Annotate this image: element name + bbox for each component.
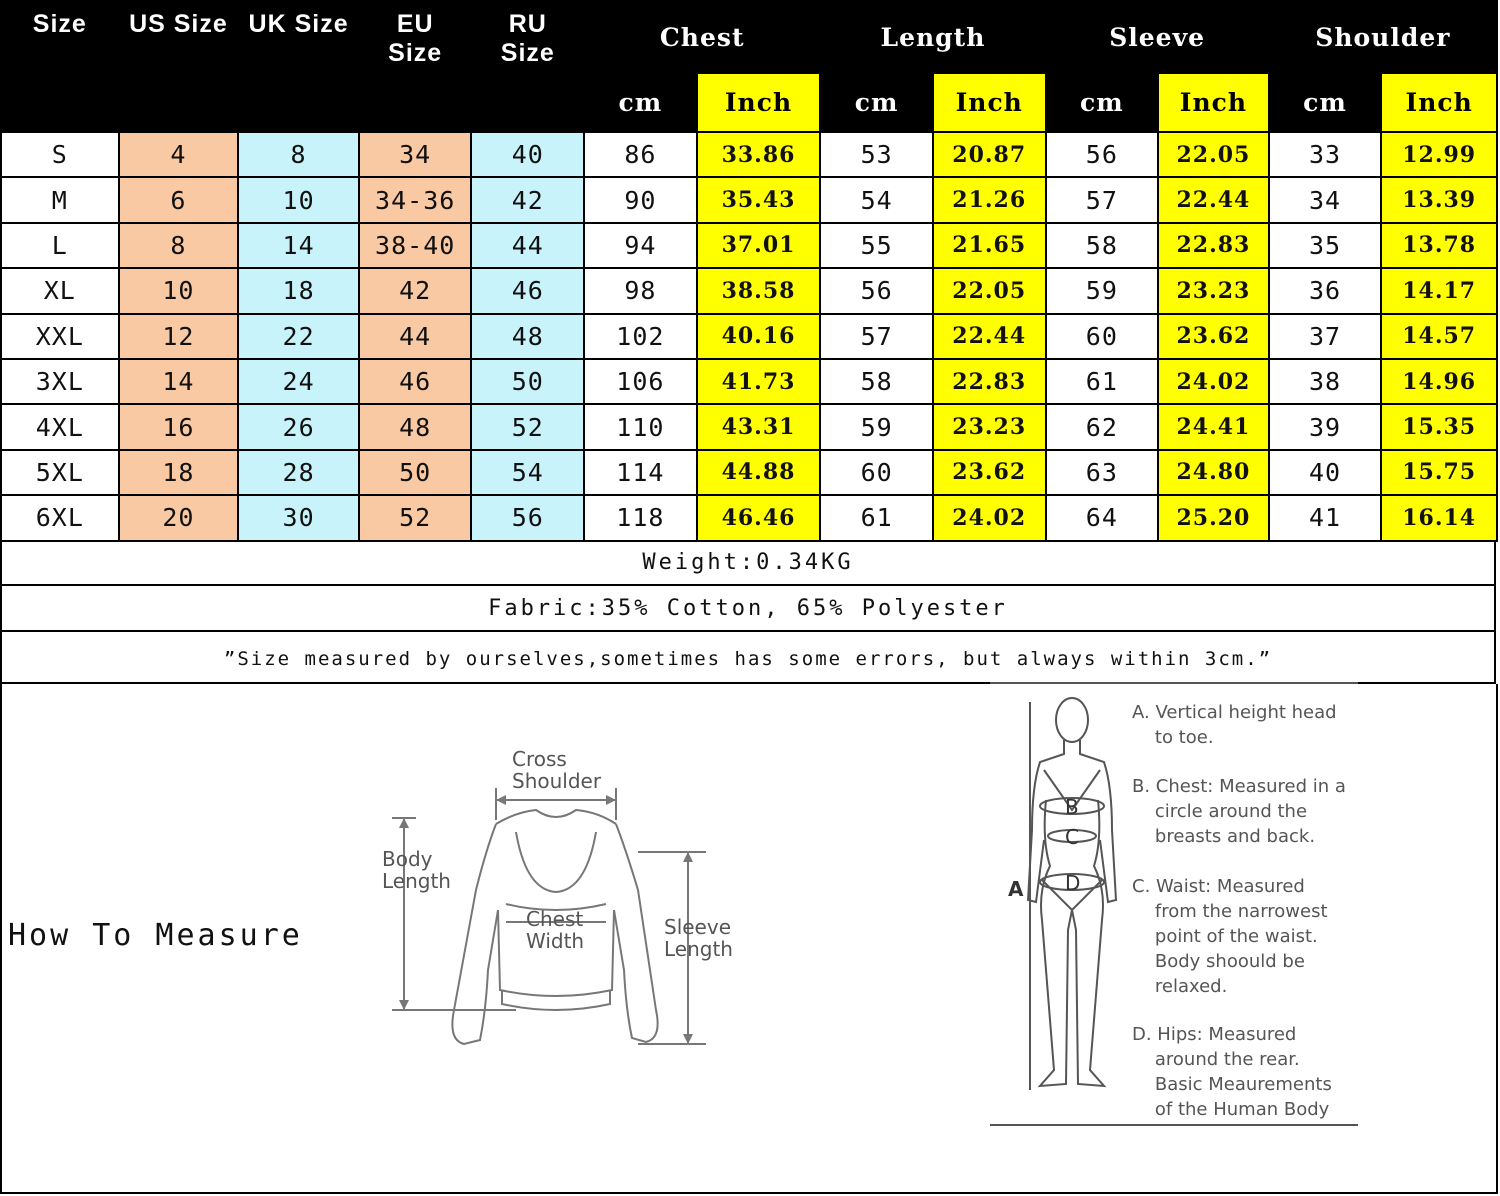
cell-sleeve-cm: 62 [1046,404,1159,449]
cell-shoulder-inch: 13.39 [1381,177,1497,222]
cell-size: S [1,132,119,177]
cell-shoulder-cm: 36 [1269,268,1382,313]
cell-shoulder-inch: 15.35 [1381,404,1497,449]
header-length: Length [820,1,1045,73]
cell-eu-size: 52 [359,495,472,540]
cross-shoulder-label-line1: Cross [512,747,567,771]
body-figure-diagram [1002,690,1142,1120]
cell-length-inch: 22.44 [933,314,1046,359]
cell-chest-inch: 33.86 [697,132,821,177]
chest-width-label-line2: Width [526,929,585,953]
cell-size: XXL [1,314,119,359]
subheader-cm: cm [1269,73,1382,132]
cell-sleeve-inch: 24.02 [1158,359,1269,404]
body-notes-bottom-border [990,1124,1358,1126]
header-sleeve: Sleeve [1046,1,1269,73]
cell-length-cm: 57 [820,314,933,359]
size-rows [1,132,1497,541]
body-note-a: A. Vertical height head to toe. [1132,702,1337,748]
cell-sleeve-inch: 22.44 [1158,177,1269,222]
cell-ru-size: 50 [471,359,584,404]
cell-uk-size: 14 [238,223,359,268]
cell-shoulder-inch: 16.14 [1381,495,1497,540]
cell-ru-size: 46 [471,268,584,313]
cell-length-cm: 55 [820,223,933,268]
cell-ru-size: 56 [471,495,584,540]
cell-chest-cm: 110 [584,404,697,449]
cell-sleeve-cm: 56 [1046,132,1159,177]
cell-sleeve-cm: 61 [1046,359,1159,404]
table-row [1,495,1497,540]
how-to-measure-section [0,684,1498,1194]
cell-eu-size: 42 [359,268,472,313]
cell-size: L [1,223,119,268]
cell-chest-cm: 114 [584,450,697,495]
cell-ru-size: 44 [471,223,584,268]
sleeve-length-label-line1: Sleeve [664,915,732,939]
cell-shoulder-cm: 40 [1269,450,1382,495]
cell-uk-size: 30 [238,495,359,540]
cell-sleeve-inch: 24.80 [1158,450,1269,495]
header-ru-size [471,1,584,132]
cell-ru-size: 52 [471,404,584,449]
cell-shoulder-cm: 34 [1269,177,1382,222]
cell-chest-cm: 94 [584,223,697,268]
cell-sleeve-cm: 57 [1046,177,1159,222]
body-note-b: B. Chest: Measured in a circle around the breasts and back. [1132,776,1346,847]
cell-eu-size: 50 [359,450,472,495]
figure-letter-c: C [1065,825,1079,849]
cell-shoulder-cm: 33 [1269,132,1382,177]
cell-uk-size: 18 [238,268,359,313]
table-row [1,450,1497,495]
header-eu-size-label: EU Size [388,10,443,67]
cell-sleeve-cm: 58 [1046,223,1159,268]
cell-eu-size: 46 [359,359,472,404]
cell-chest-cm: 90 [584,177,697,222]
cell-size: 5XL [1,450,119,495]
cell-length-cm: 60 [820,450,933,495]
cell-shoulder-inch: 14.17 [1381,268,1497,313]
cell-chest-inch: 41.73 [697,359,821,404]
subheader-cm: cm [820,73,933,132]
subheader-inch: Inch [697,73,821,132]
cell-sleeve-inch: 22.05 [1158,132,1269,177]
cell-size: XL [1,268,119,313]
cell-size: M [1,177,119,222]
cell-us-size: 4 [119,132,239,177]
cross-shoulder-label-line2: Shoulder [512,769,602,793]
cell-length-inch: 22.83 [933,359,1046,404]
cell-length-cm: 56 [820,268,933,313]
cell-shoulder-inch: 14.96 [1381,359,1497,404]
cell-uk-size: 26 [238,404,359,449]
cell-length-inch: 23.23 [933,404,1046,449]
header-ru-size-label: RU Size [500,10,555,67]
cell-ru-size: 48 [471,314,584,359]
cell-uk-size: 22 [238,314,359,359]
cell-eu-size: 34 [359,132,472,177]
cell-sleeve-inch: 22.83 [1158,223,1269,268]
cell-shoulder-inch: 14.57 [1381,314,1497,359]
cell-sleeve-cm: 59 [1046,268,1159,313]
subheader-inch: Inch [1158,73,1269,132]
fabric-info: Fabric:35% Cotton, 65% Polyester [0,586,1496,632]
cell-sleeve-cm: 63 [1046,450,1159,495]
cell-ru-size: 42 [471,177,584,222]
cell-ru-size: 54 [471,450,584,495]
size-chart-table [0,0,1498,542]
cell-chest-cm: 118 [584,495,697,540]
cell-uk-size: 24 [238,359,359,404]
cell-length-inch: 21.26 [933,177,1046,222]
header-eu-size [359,1,472,132]
header-size: Size [1,1,119,132]
cell-sleeve-inch: 23.23 [1158,268,1269,313]
cell-length-cm: 58 [820,359,933,404]
cell-eu-size: 48 [359,404,472,449]
body-length-label-line2: Length [382,869,451,893]
table-row [1,404,1497,449]
cell-chest-inch: 37.01 [697,223,821,268]
body-note-c: C. Waist: Measured from the narrowest point of the waist. Body shoould be relaxed. [1132,876,1328,997]
measurement-note: ”Size measured by ourselves,sometimes has some errors, but always within 3cm.” [0,632,1496,684]
cell-chest-inch: 38.58 [697,268,821,313]
cell-ru-size: 40 [471,132,584,177]
cell-us-size: 14 [119,359,239,404]
cell-shoulder-inch: 13.78 [1381,223,1497,268]
cell-shoulder-cm: 41 [1269,495,1382,540]
cell-sleeve-inch: 23.62 [1158,314,1269,359]
sleeve-length-label [664,915,737,961]
cell-us-size: 8 [119,223,239,268]
cell-size: 3XL [1,359,119,404]
cross-shoulder-label [512,747,602,793]
cell-length-inch: 24.02 [933,495,1046,540]
cell-us-size: 10 [119,268,239,313]
cell-uk-size: 8 [238,132,359,177]
subheader-cm: cm [584,73,697,132]
chest-width-label-line1: Chest [526,907,584,931]
table-row [1,268,1497,313]
cell-us-size: 18 [119,450,239,495]
body-length-label-line1: Body [382,847,433,871]
subheader-inch: Inch [933,73,1046,132]
cell-eu-size: 38-40 [359,223,472,268]
header-us-size: US Size [119,1,239,132]
cell-sleeve-cm: 64 [1046,495,1159,540]
cell-chest-inch: 44.88 [697,450,821,495]
cell-size: 4XL [1,404,119,449]
weight-info: Weight:0.34KG [0,540,1496,586]
cell-shoulder-cm: 35 [1269,223,1382,268]
body-length-label [382,847,451,893]
cell-eu-size: 44 [359,314,472,359]
table-row [1,223,1497,268]
cell-chest-inch: 43.31 [697,404,821,449]
garment-measure-diagram [376,740,756,1070]
header-shoulder: Shoulder [1269,1,1497,73]
cell-length-inch: 23.62 [933,450,1046,495]
how-to-measure-title: How To Measure [8,918,303,953]
cell-length-cm: 54 [820,177,933,222]
cell-length-cm: 59 [820,404,933,449]
cell-chest-inch: 35.43 [697,177,821,222]
cell-chest-inch: 40.16 [697,314,821,359]
subheader-inch: Inch [1381,73,1497,132]
cell-chest-cm: 106 [584,359,697,404]
cell-length-inch: 21.65 [933,223,1046,268]
cell-chest-cm: 98 [584,268,697,313]
cell-sleeve-cm: 60 [1046,314,1159,359]
cell-length-cm: 53 [820,132,933,177]
cell-chest-inch: 46.46 [697,495,821,540]
cell-length-inch: 20.87 [933,132,1046,177]
sleeve-length-label-line2: Length [664,937,733,961]
table-row [1,132,1497,177]
subheader-cm: cm [1046,73,1159,132]
cell-shoulder-cm: 38 [1269,359,1382,404]
header-chest: Chest [584,1,820,73]
cell-uk-size: 28 [238,450,359,495]
cell-shoulder-inch: 15.75 [1381,450,1497,495]
cell-chest-cm: 102 [584,314,697,359]
cell-chest-cm: 86 [584,132,697,177]
figure-letter-a: A [1008,877,1024,901]
cell-shoulder-inch: 12.99 [1381,132,1497,177]
table-row [1,359,1497,404]
cell-eu-size: 34-36 [359,177,472,222]
cell-shoulder-cm: 39 [1269,404,1382,449]
cell-length-cm: 61 [820,495,933,540]
cell-size: 6XL [1,495,119,540]
cell-us-size: 12 [119,314,239,359]
header-uk-size: UK Size [238,1,359,132]
figure-letter-b: B [1065,795,1079,819]
cell-us-size: 16 [119,404,239,449]
cell-sleeve-inch: 24.41 [1158,404,1269,449]
cell-shoulder-cm: 37 [1269,314,1382,359]
table-row [1,314,1497,359]
cell-uk-size: 10 [238,177,359,222]
table-row [1,177,1497,222]
cell-sleeve-inch: 25.20 [1158,495,1269,540]
cell-us-size: 20 [119,495,239,540]
cell-us-size: 6 [119,177,239,222]
figure-letter-d: D [1065,871,1081,895]
body-note-d: D. Hips: Measured around the rear. Basic Meaurements of the Human Body [1132,1024,1332,1120]
chest-width-label [526,907,590,953]
cell-length-inch: 22.05 [933,268,1046,313]
body-notes-top-border [990,682,1358,684]
